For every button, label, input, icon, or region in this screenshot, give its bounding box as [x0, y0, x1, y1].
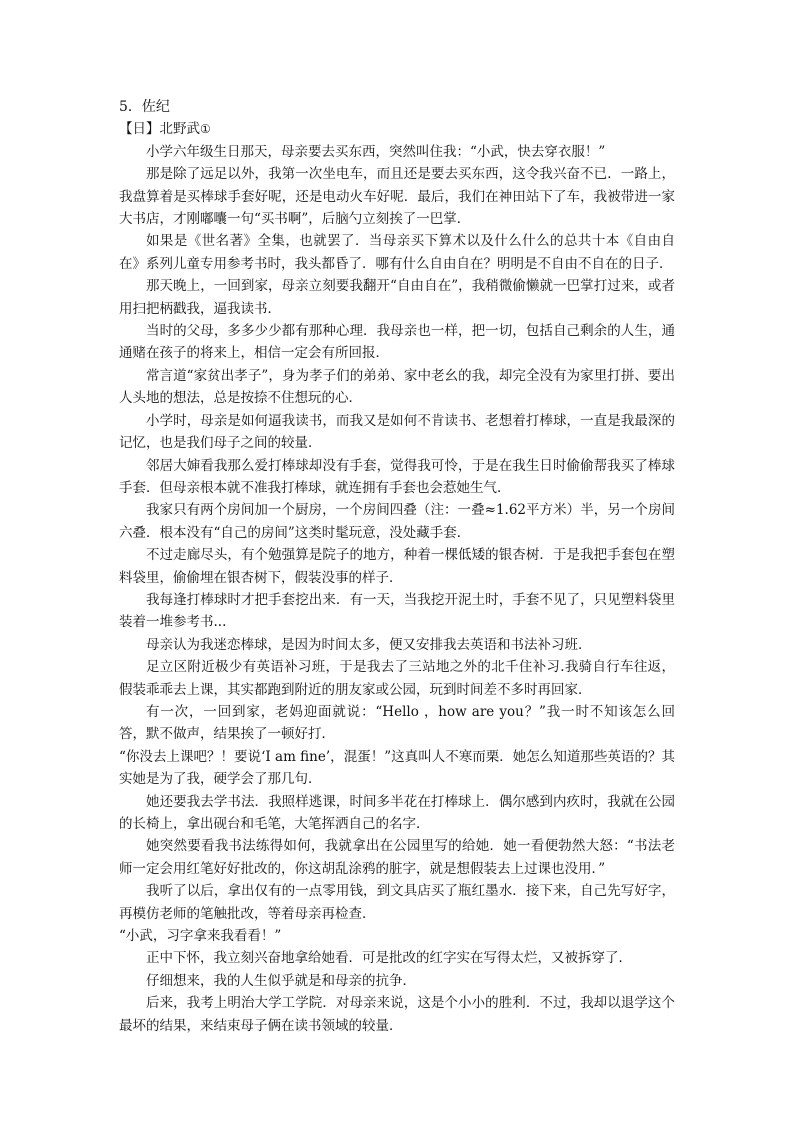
paragraph: 她还要我去学书法．我照样逃课，时间多半花在打棒球上．偶尔感到内疚时，我就在公园的长椅上，拿出砚台和毛笔，大笔挥洒自己的名字． — [119, 793, 675, 832]
paragraph: 后来，我考上明治大学工学院．对母亲来说，这是个小小的胜利．不过，我却以退学这个最坏的结果，来结束母子俩在读书领域的较量． — [119, 995, 675, 1034]
article-title: 5．佐纪 — [119, 99, 170, 115]
paragraph: 有一次，一回到家，老妈迎面就说：“Hello ，how are you？”我一时不知该怎么回答，默不做声，结果挨了一顿好打． — [119, 703, 675, 743]
author-name: 【日】北野武 — [119, 121, 200, 138]
paragraph: 当时的父母，多多少少都有那种心理．我母亲也一样，把一切，包括自己剩余的人生，通通赌在孩子的将来上，相信一定会有所回报． — [119, 323, 675, 362]
paragraph: 邻居大婶看我那么爱打棒球却没有手套，觉得我可怜，于是在我生日时偷偷帮我买了棒球手套．但母亲根本就不准我打棒球，就连拥有手套也会惹她生气． — [119, 457, 675, 496]
paragraph: “你没去上课吧？！要说‘I am fine’，混蛋！”这真叫人不寒而栗．她怎么知道那些英语的？其实她是为了我，硬学会了那几句． — [119, 748, 675, 788]
paragraph: 不过走廊尽头，有个勉强算是院子的地方，种着一棵低矮的银杏树．于是我把手套包在塑料袋里，偷偷埋在银杏树下，假装没事的样子． — [119, 547, 675, 586]
paragraph: 正中下怀，我立刻兴奋地拿给她看．可是批改的红字实在写得太烂，又被拆穿了． — [146, 950, 632, 967]
paragraph: 她突然要看我书法练得如何，我就拿出在公园里写的给她．她一看便勃然大怒：“书法老师一定会用红笔好好批改的，你这胡乱涂鸦的脏字，就是想假装去上过课也没用．” — [119, 838, 675, 877]
paragraph: 我每逢打棒球时才把手套挖出来．有一天，当我挖开泥土时，手套不见了，只见塑料袋里装着一堆参考书... — [119, 591, 675, 631]
document-page — [119, 96, 675, 1037]
paragraph: 小学时，母亲是如何逼我读书，而我又是如何不肯读书、老想着打棒球，一直是我最深的记忆，也是我们母子之间的较量． — [119, 412, 675, 452]
paragraph: 仔细想来，我的人生似乎就是和母亲的抗争． — [146, 972, 416, 989]
paragraph: 我家只有两个房间加一个厨房，一个房间四叠（注：一叠≈1.62平方米）半，另一个房间六叠．根本没有“自己的房间”这类时髦玩意，没处藏手套． — [119, 502, 675, 541]
paragraph: 那是除了远足以外，我第一次坐电车，而且还是要去买东西，这令我兴奋不已．一路上，我盘算着是买棒球手套好呢，还是电动火车好呢．最后，我们在神田站下了车，我被带进一家大书店，才刚嘟囔一句“买书啊”，后脑勺立刻挨了一巴掌． — [119, 166, 675, 228]
paragraph: 常言道“家贫出孝子”，身为孝子们的弟弟、家中老幺的我，却完全没有为家里打拼、要出人头地的想法，总是按捺不住想玩的心． — [119, 367, 675, 407]
paragraph: 那天晚上，一回到家，母亲立刻要我翻开“自由自在”，我稍微偷懒就一巴掌打过来，或者用扫把柄戳我，逼我读书． — [119, 278, 675, 317]
author-line — [119, 118, 675, 140]
footnote-mark: ① — [200, 122, 211, 137]
paragraph: 我听了以后，拿出仅有的一点零用钱，到文具店买了瓶红墨水．接下来，自己先写好字，再模仿老师的笔触批改，等着母亲再检查． — [119, 883, 675, 922]
paragraph: 如果是《世名著》全集，也就罢了．当母亲买下算术以及什么什么的总共十本《自由自在》系列儿童专用参考书时，我头都昏了．哪有什么自由自在？明明是不自由不自在的日子． — [119, 233, 675, 272]
paragraph: 足立区附近极少有英语补习班，于是我去了三站地之外的北千住补习.我骑自行车往返，假装乖乖去上课，其实都跑到附近的朋友家或公园，玩到时间差不多时再回家． — [119, 659, 675, 698]
paragraph: 母亲认为我迷恋棒球，是因为时间太多，便又安排我去英语和书法补习班． — [146, 636, 592, 653]
article-body — [119, 141, 675, 1037]
paragraph: 小学六年级生日那天，母亲要去买东西，突然叫住我：“小武，快去穿衣服！” — [146, 143, 606, 160]
paragraph: “小武，习字拿来我看看！” — [119, 928, 282, 945]
